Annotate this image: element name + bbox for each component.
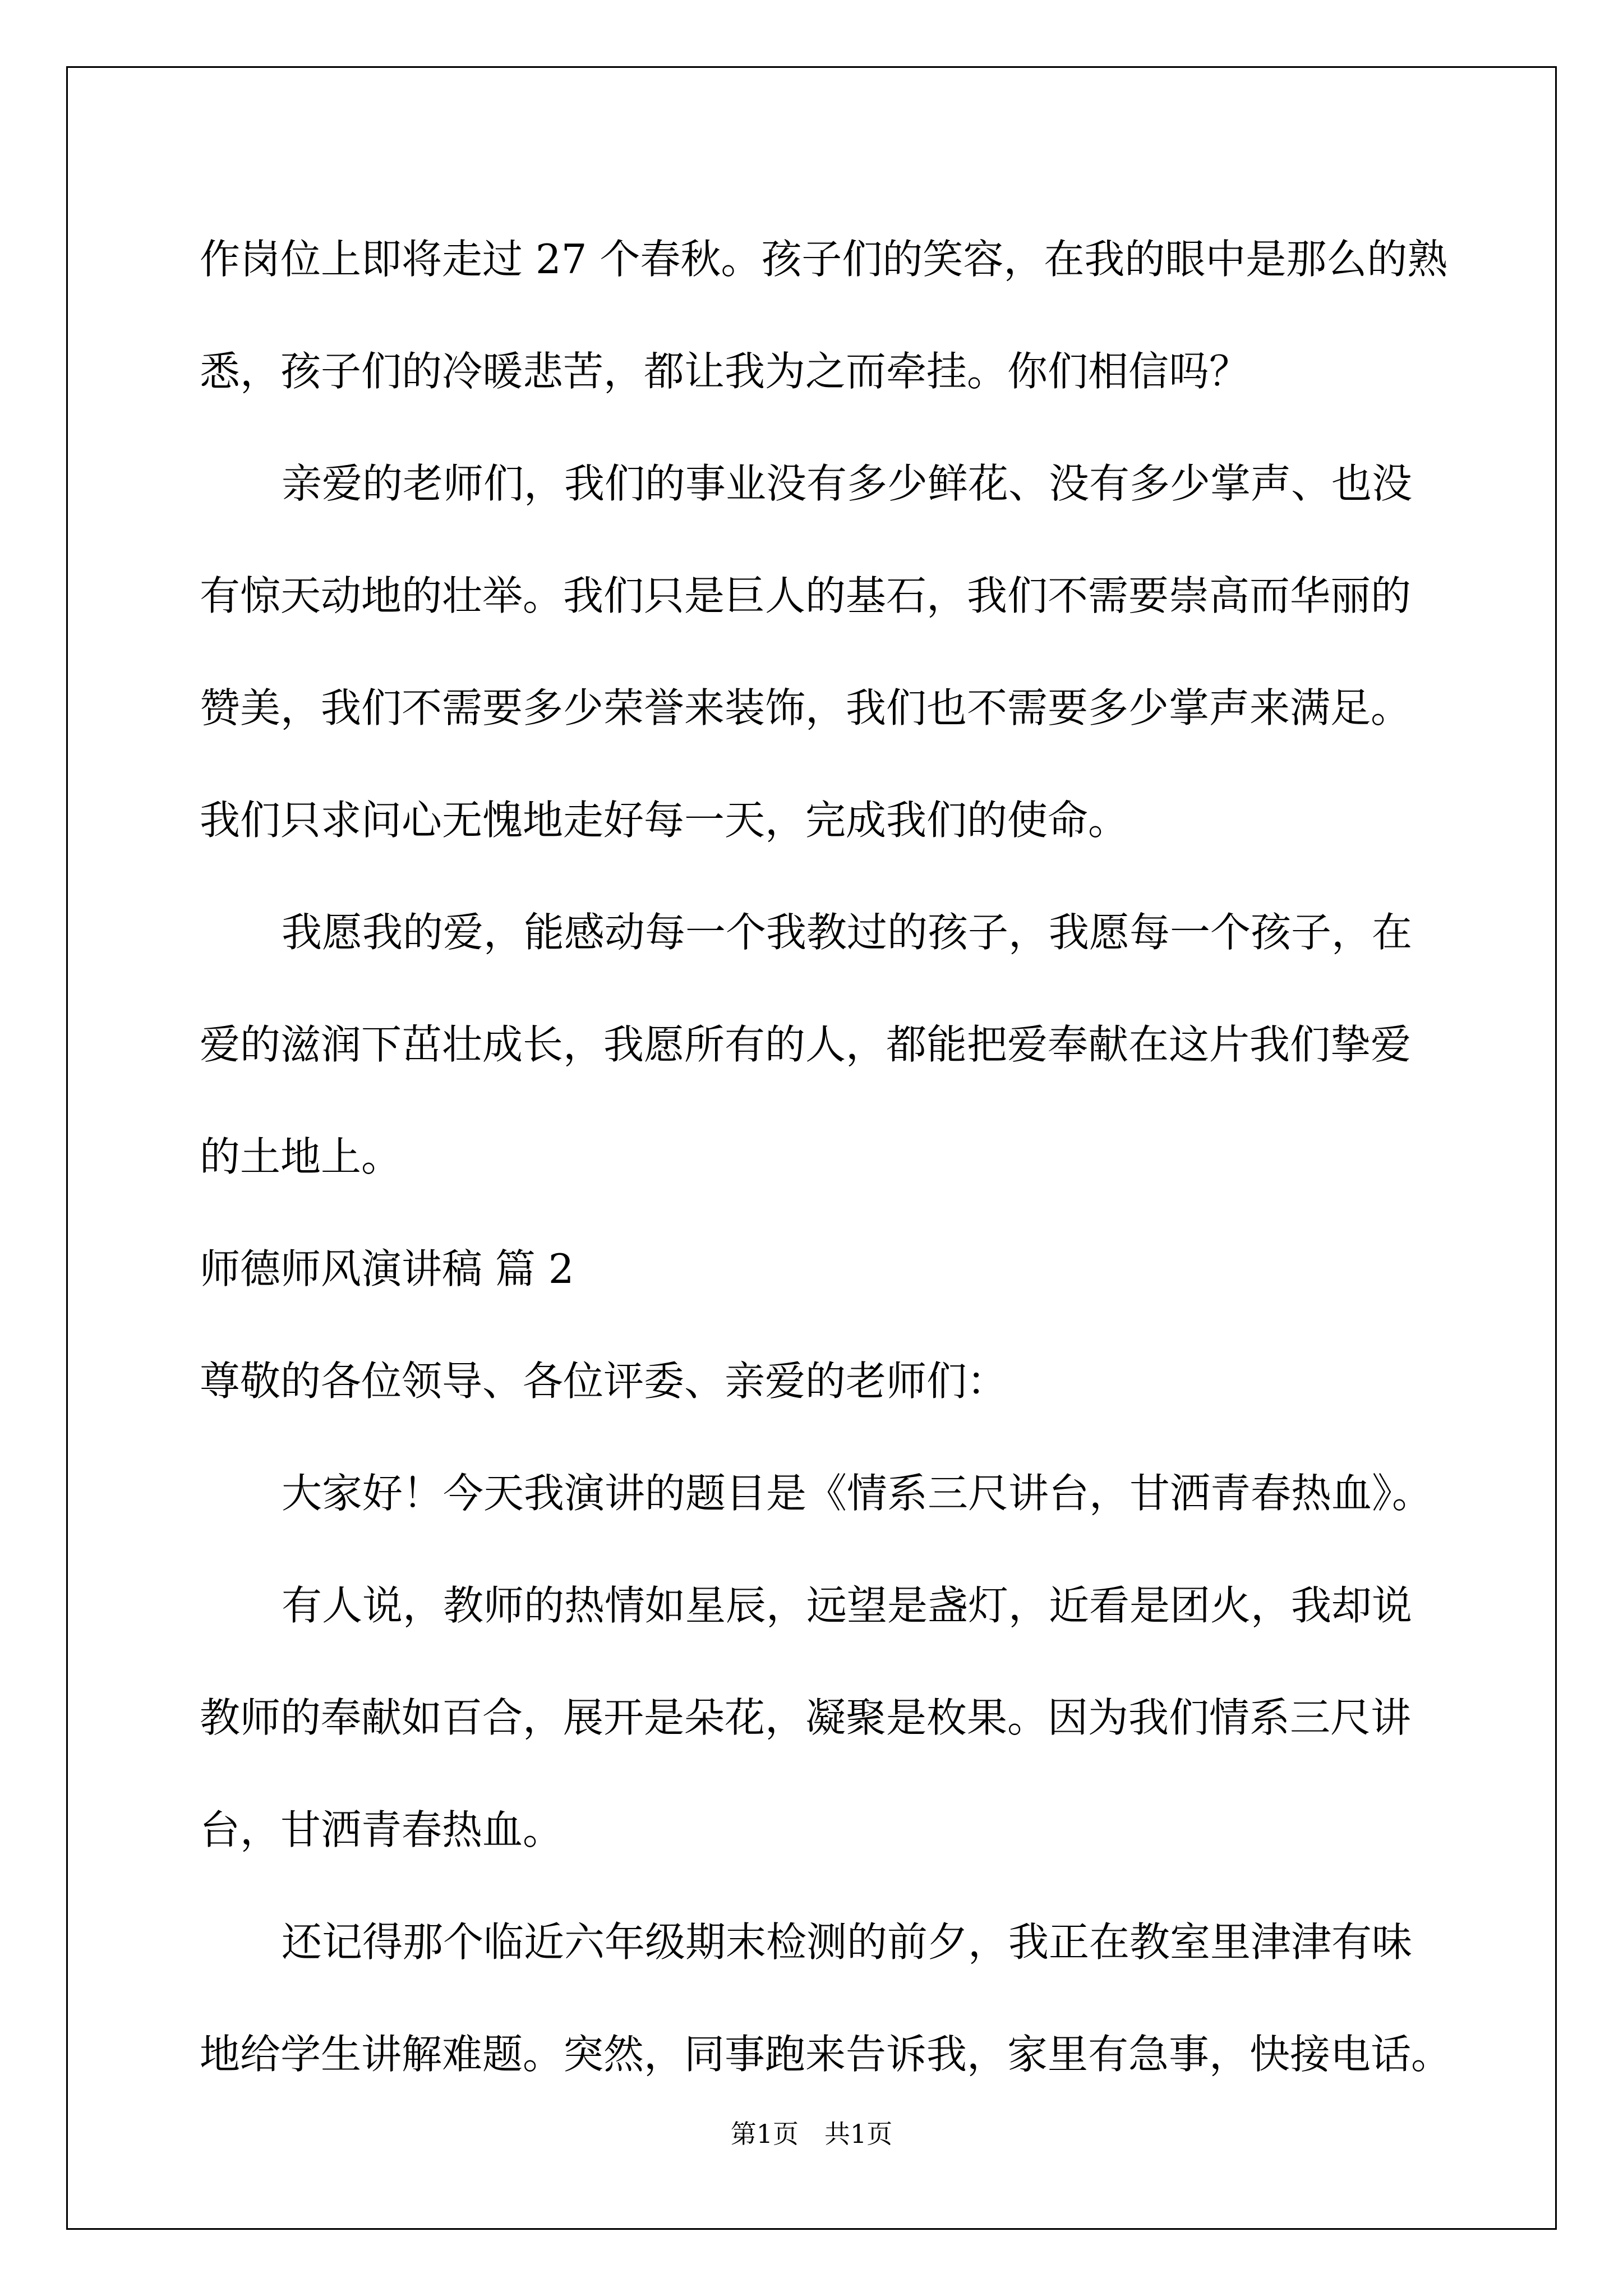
section-heading: 师德师风演讲稿 篇 2	[200, 1245, 574, 1292]
text-line: 有惊天动地的壮举。我们只是巨人的基石，我们不需要崇高而华丽的	[200, 572, 1412, 619]
document-body	[200, 203, 1452, 2110]
text-line: 的土地上。	[200, 1133, 402, 1180]
text-line: 我愿我的爱，能感动每一个我教过的孩子，我愿每一个孩子，在	[282, 909, 1413, 956]
text-line: 地给学生讲解难题。突然，同事跑来告诉我，家里有急事，快接电话。	[200, 2031, 1452, 2078]
text-line: 大家好！今天我演讲的题目是《情系三尺讲台，甘洒青春热血》。	[282, 1470, 1433, 1517]
text-line: 我们只求问心无愧地走好每一天，完成我们的使命。	[200, 797, 1129, 844]
text-line: 教师的奉献如百合，展开是朵花，凝聚是枚果。因为我们情系三尺讲	[200, 1694, 1412, 1741]
text-line: 有人说，教师的热情如星辰，远望是盏灯，近看是团火，我却说	[282, 1582, 1413, 1629]
page-footer: 第1页 共1页	[730, 2119, 893, 2149]
text-line: 台，甘洒青春热血。	[200, 1806, 564, 1853]
text-line: 亲爱的老师们，我们的事业没有多少鲜花、没有多少掌声、也没	[282, 460, 1413, 507]
text-line: 作岗位上即将走过 27 个春秋。孩子们的笑容，在我的眼中是那么的熟	[200, 236, 1448, 283]
text-line: 悉，孩子们的冷暖悲苦，都让我为之而牵挂。你们相信吗？	[200, 348, 1250, 395]
text-line: 还记得那个临近六年级期末检测的前夕，我正在教室里津津有味	[282, 1918, 1413, 1966]
salutation: 尊敬的各位领导、各位评委、亲爱的老师们：	[200, 1358, 1008, 1405]
text-line: 赞美，我们不需要多少荣誉来装饰，我们也不需要多少掌声来满足。	[200, 684, 1412, 731]
text-line: 爱的滋润下茁壮成长，我愿所有的人，都能把爱奉献在这片我们挚爱	[200, 1021, 1412, 1068]
